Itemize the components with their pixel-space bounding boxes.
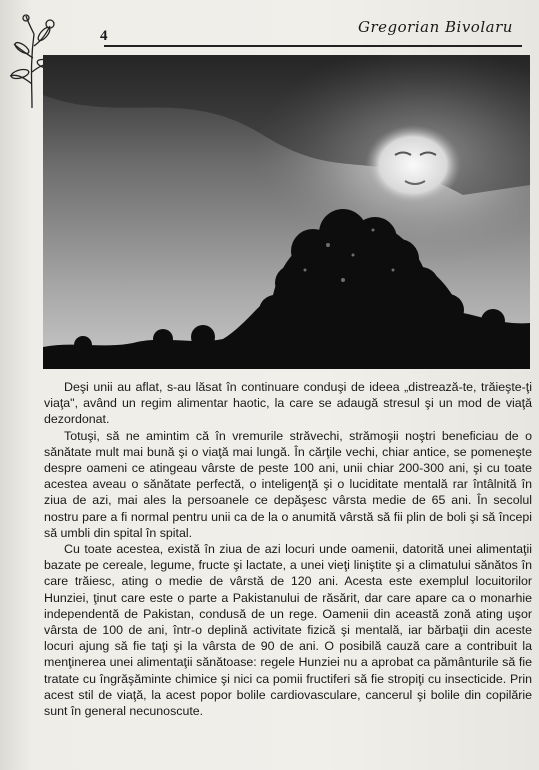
paragraph-1: Deşi unii au aflat, s-au lăsat în continuare conduşi de ideea „distrează-te, trăieşte-ţi viaţa", având un regim alimentar haotic, la care se adaugă stresul şi un mod de viaţă dezordonat. bbox=[44, 380, 532, 427]
paragraph-3: Cu toate acestea, există în ziua de azi locuri unde oamenii, datorită unei alimentaţii bazate pe cereale, legume, fructe şi lactate, a unei vieţi liniştite şi a climatului sănătos în care trăiesc, ating o medie de vârstă de 120 ani. Acesta este exemplul locuitorilor Hunziei, ţinut care este o parte a Pakistanului de răsărit, dar care apare ca o monarhie independentă de Pakistan, condusă de un rege. Oamenii din această zonă ating uşor vârsta de 100 de ani, într-o deplină activitate fizică şi mentală, iar bărbaţii din aceste locuri ajung să fie taţi şi la vârsta de 90 de ani. O posibilă cauză care a contribuit la menţinerea unei alimentaţii sănătoase: regele Hunziei nu a aprobat ca pământurile să fie tratate cu îngrăşăminte chimice şi nici ca pomii fructiferi să fie stropiţi cu insecticide. Prin acest stil de viaţă, la acest popor bolile cardiovasculare, cancerul şi bolile din copilărie sunt în general necunoscute. bbox=[44, 542, 532, 719]
article-body bbox=[44, 379, 532, 719]
running-header-title: Gregorian Bivolaru bbox=[358, 18, 513, 36]
page-number: 4 bbox=[100, 28, 108, 44]
tree-face-photo bbox=[43, 55, 530, 369]
header-rule bbox=[104, 45, 522, 47]
paragraph-2: Totuşi, să ne amintim că în vremurile străvechi, strămoşii noştri beneficiau de o sănătate mult mai bună şi o viaţă mai lungă. În cărţile vechi, chiar antice, se pomeneşte despre oameni ce atingeau vârste de peste 100 ani, unii chiar 200-300 ani, şi cu toate acestea aveau o sănătate perfectă, o inteligenţă şi o luciditate mentală rar întâlnită în ziua de azi, mai ales la persoanele ce depăşesc vârsta medie de 65 ani. În secolul nostru pare a fi normal pentru unii ca de la o anumită vârstă să fii plin de boli şi să începi să umbli din spital în spital. bbox=[44, 428, 532, 540]
